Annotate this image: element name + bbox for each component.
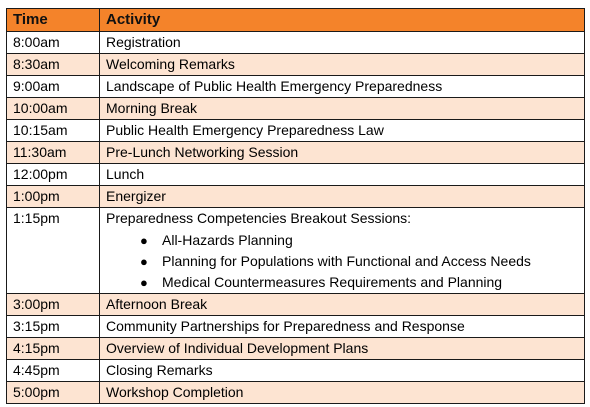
table-row (7, 360, 585, 382)
activity-cell: Afternoon Break (100, 294, 585, 316)
bullet-dot-icon: ● (140, 254, 148, 269)
activity-cell: Public Health Emergency Preparedness Law (100, 120, 585, 142)
activity-cell (100, 208, 585, 294)
activity-cell: Overview of Individual Development Plans (100, 338, 585, 360)
list-item (140, 230, 578, 251)
time-cell: 5:00pm (7, 382, 100, 404)
time-cell: 10:15am (7, 120, 100, 142)
table-row (7, 382, 585, 404)
activity-cell: Energizer (100, 186, 585, 208)
time-cell: 4:45pm (7, 360, 100, 382)
list-item (140, 251, 578, 272)
table-row (7, 316, 585, 338)
time-cell: 10:00am (7, 98, 100, 120)
time-cell: 4:15pm (7, 338, 100, 360)
header-row (7, 9, 585, 32)
table-row (7, 120, 585, 142)
breakout-item-label: Medical Countermeasures Requirements and Planning (162, 274, 503, 290)
activity-cell: Welcoming Remarks (100, 54, 585, 76)
activity-cell: Registration (100, 32, 585, 54)
time-cell: 3:15pm (7, 316, 100, 338)
table-row-breakout (7, 208, 585, 294)
bullet-dot-icon: ● (140, 233, 148, 248)
breakout-item-label: All-Hazards Planning (162, 232, 293, 248)
time-cell: 9:00am (7, 76, 100, 98)
table-row (7, 186, 585, 208)
breakout-list (106, 230, 578, 293)
time-cell: 1:00pm (7, 186, 100, 208)
table-row (7, 54, 585, 76)
table-row (7, 32, 585, 54)
breakout-heading: Preparedness Competencies Breakout Sessions: (106, 210, 412, 226)
table-row (7, 76, 585, 98)
table-row (7, 98, 585, 120)
breakout-item-label: Planning for Populations with Functional and Access Needs (162, 253, 531, 269)
time-cell: 8:00am (7, 32, 100, 54)
activity-cell: Pre-Lunch Networking Session (100, 142, 585, 164)
activity-cell: Lunch (100, 164, 585, 186)
activity-cell: Workshop Completion (100, 382, 585, 404)
time-cell: 1:15pm (7, 208, 100, 294)
list-item (140, 272, 578, 293)
table-row (7, 164, 585, 186)
time-cell: 3:00pm (7, 294, 100, 316)
table-row (7, 294, 585, 316)
bullet-dot-icon: ● (140, 275, 148, 290)
activity-cell: Morning Break (100, 98, 585, 120)
time-cell: 12:00pm (7, 164, 100, 186)
activity-column-header: Activity (100, 9, 585, 32)
table-row (7, 142, 585, 164)
time-cell: 8:30am (7, 54, 100, 76)
agenda-table (6, 8, 585, 404)
activity-cell: Landscape of Public Health Emergency Preparedness (100, 76, 585, 98)
table-row (7, 338, 585, 360)
time-cell: 11:30am (7, 142, 100, 164)
time-column-header: Time (7, 9, 100, 32)
activity-cell: Community Partnerships for Preparedness and Response (100, 316, 585, 338)
activity-cell: Closing Remarks (100, 360, 585, 382)
